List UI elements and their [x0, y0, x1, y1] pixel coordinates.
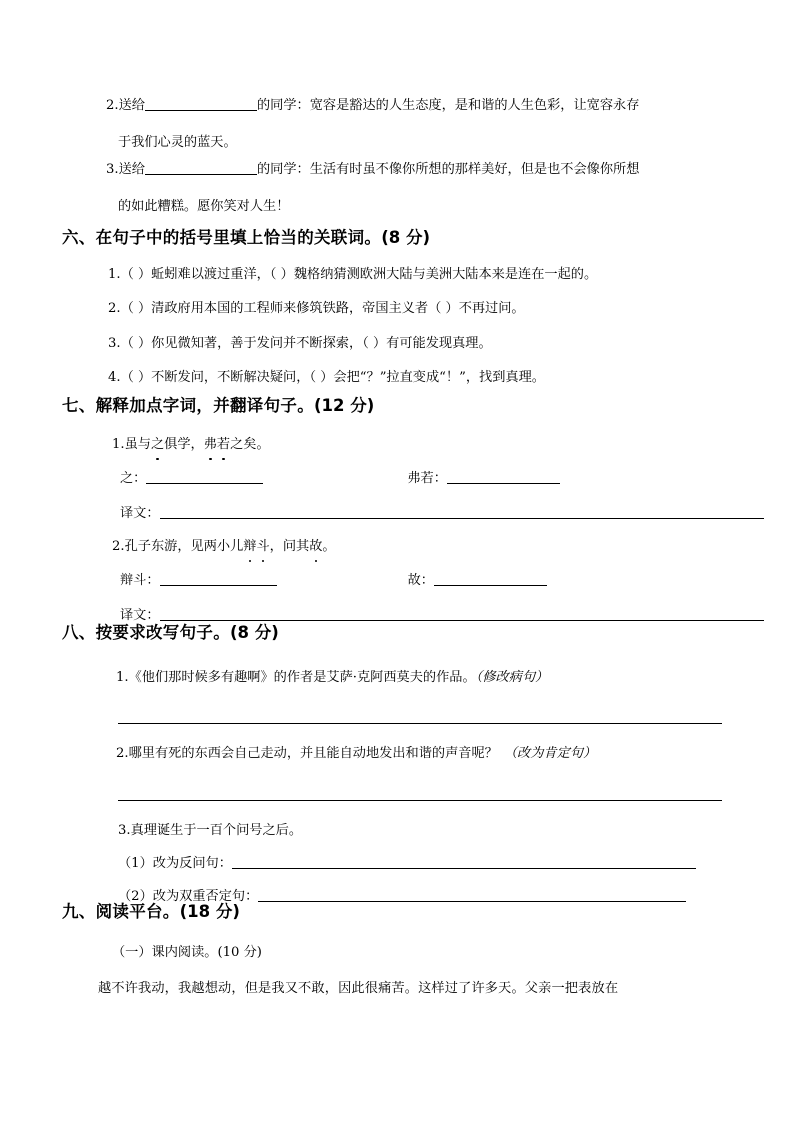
emphasis-dot-char: 故 — [309, 537, 322, 557]
section-six — [62, 228, 723, 388]
item-text: 会把“？”拉直变成“！”，找到真理。 — [333, 369, 545, 385]
item-text: 清政府用本国的工程师来修筑铁路，帝国主义者 — [151, 301, 429, 317]
translation-blank[interactable] — [160, 505, 764, 519]
emphasis-dot-char: 之 — [151, 435, 164, 455]
answer-paren-blank[interactable]: （ ） — [120, 335, 152, 351]
item-number: 1. — [108, 266, 121, 282]
item-text: 不再过问。 — [458, 301, 525, 317]
section-eight-heading — [62, 623, 723, 644]
carryover-item-3 — [62, 160, 723, 218]
answer-paren-blank[interactable]: （ ） — [309, 369, 334, 385]
emphasis-dot-char: 辩 — [243, 537, 256, 557]
section-six-item-3 — [62, 334, 723, 354]
item-text: 蚯蚓难以渡过重洋， — [151, 266, 270, 282]
section-seven-score: (12 分) — [314, 396, 375, 415]
sentence-part: 孔子东游，见两小儿 — [124, 538, 244, 554]
sub-item-label: （2）改为双重否定句： — [118, 889, 259, 905]
word-label: 故： — [407, 573, 434, 589]
carryover-item-2 — [62, 96, 723, 154]
word-2-blank[interactable] — [434, 573, 547, 587]
section-nine-passage-line-1 — [62, 979, 723, 999]
sentence-part: ，问其 — [269, 538, 310, 554]
answer-paren-blank[interactable]: （ ） — [120, 266, 152, 282]
section-seven-index: 七、 — [62, 396, 96, 415]
carryover-item-3-line2: 的如此糟糕。愿你笑对人生！ — [118, 199, 290, 215]
subsection-title: （一）课内阅读。 — [112, 944, 218, 960]
translation-label: 译文： — [120, 505, 160, 521]
section-six-item-4 — [62, 368, 723, 388]
item-text: 不断发问，不断解决疑问， — [151, 369, 310, 385]
item-number: 2. — [112, 538, 125, 554]
word-label: 之： — [120, 471, 147, 487]
section-six-item-2 — [62, 299, 723, 319]
word-1-blank[interactable] — [160, 573, 277, 587]
item-number: 1. — [112, 436, 125, 452]
carryover-item-3-blank[interactable] — [145, 161, 257, 175]
section-eight-q1-answer-line[interactable] — [118, 723, 722, 724]
item-text: 真理诞生于一百个问号之后。 — [130, 822, 303, 838]
section-nine-subtitle — [62, 943, 723, 963]
answer-paren-blank[interactable]: （ ） — [362, 335, 387, 351]
carryover-item-2-line2: 于我们心灵的蓝天。 — [118, 135, 237, 151]
item-text: 有可能发现真理。 — [386, 335, 492, 351]
section-seven — [62, 396, 723, 626]
item-number: 1. — [116, 669, 129, 685]
section-nine-index: 九、 — [62, 902, 96, 921]
carryover-item-3-lead: 送给 — [118, 162, 145, 177]
carryover-item-2-blank[interactable] — [145, 97, 257, 111]
emphasis-dot-char: 斗 — [256, 537, 269, 557]
sentence-part: 之矣。 — [230, 436, 270, 452]
word-label: 辩斗： — [120, 573, 160, 589]
sub-item-label: （1）改为反问句： — [118, 855, 232, 871]
carryover-item-2-number: 2. — [106, 98, 119, 113]
section-seven-q2-sentence — [62, 537, 723, 557]
section-eight-q1 — [62, 668, 723, 688]
section-nine-title: 阅读平台。 — [95, 902, 180, 921]
word-2-blank[interactable] — [447, 471, 560, 485]
answer-paren-blank[interactable]: （ ） — [269, 266, 294, 282]
translation-label: 译文： — [120, 607, 160, 623]
item-text: 你见微知著，善于发问并不断探索， — [151, 335, 363, 351]
emphasis-dot-char: 若 — [217, 435, 230, 455]
sentence-part: 虽与 — [124, 436, 151, 452]
carryover-item-2-text: 的同学：宽容是豁达的人生态度，是和谐的人生色彩，让宽容永存 — [256, 98, 640, 113]
section-six-index: 六、 — [62, 228, 96, 247]
item-number: 4. — [108, 369, 121, 385]
section-six-item-1 — [62, 265, 723, 285]
item-text: 哪里有死的东西会自己走动，并且能自动地发出和谐的声音呢？ — [128, 746, 498, 762]
translation-blank[interactable] — [160, 607, 764, 621]
item-instruction: （修改病句） — [475, 669, 549, 685]
subsection-score: (10 分) — [217, 944, 262, 960]
word-1-blank[interactable] — [146, 471, 263, 485]
item-instruction: （改为肯定句） — [503, 746, 597, 762]
passage-text: 越不许我动，我越想动，但是我又不敢，因此很痛苦。这样过了许多天。父亲一把表放在 — [98, 981, 619, 997]
section-eight-q3 — [62, 821, 723, 841]
section-six-title: 在句子中的括号里填上恰当的关联词。 — [95, 228, 382, 247]
sentence-part: 。 — [322, 538, 336, 554]
carryover-item-3-number: 3. — [106, 162, 119, 177]
carryover-item-2-lead: 送给 — [118, 98, 145, 113]
section-eight-index: 八、 — [62, 623, 96, 642]
section-nine — [62, 902, 723, 1000]
section-seven-q1-translation — [62, 504, 723, 524]
item-text: 魏格纳猜测欧洲大陆与美洲大陆本来是连在一起的。 — [293, 266, 598, 282]
answer-paren-blank[interactable]: （ ） — [120, 301, 152, 317]
word-label: 弗若： — [407, 471, 447, 487]
section-eight-q2-answer-line[interactable] — [118, 800, 722, 801]
section-seven-q1-words — [62, 469, 723, 489]
emphasis-dot-char: 弗 — [204, 435, 217, 455]
section-nine-score: (18 分) — [179, 902, 240, 921]
section-six-heading — [62, 228, 723, 249]
answer-paren-blank[interactable]: （ ） — [120, 369, 152, 385]
carryover-item-3-text: 的同学：生活有时虽不像你所想的那样美好，但是也不会像你所想 — [256, 162, 640, 177]
sub-item-2-blank[interactable] — [258, 889, 686, 903]
section-eight-score: (8 分) — [230, 623, 279, 642]
item-number: 2. — [116, 746, 129, 762]
section-seven-heading — [62, 396, 723, 417]
section-nine-heading — [62, 902, 723, 923]
section-seven-q1-sentence — [62, 435, 723, 455]
section-seven-q2-words — [62, 571, 723, 591]
item-number: 3. — [108, 335, 121, 351]
section-seven-title: 解释加点字词，并翻译句子。 — [95, 396, 315, 415]
item-number: 2. — [108, 301, 121, 317]
section-eight-title: 按要求改写句子。 — [95, 623, 231, 642]
section-six-score: (8 分) — [381, 228, 431, 247]
section-eight-q3-sub1 — [62, 854, 723, 874]
section-eight — [62, 623, 723, 908]
sub-item-1-blank[interactable] — [232, 855, 696, 869]
item-text: 《他们那时候多有趣啊》的作者是艾萨·克阿西莫夫的作品。 — [128, 669, 476, 685]
answer-paren-blank[interactable]: （ ） — [428, 301, 459, 317]
section-eight-q2 — [62, 744, 723, 764]
item-number: 3. — [118, 822, 131, 838]
sentence-part: 俱学， — [164, 436, 204, 452]
